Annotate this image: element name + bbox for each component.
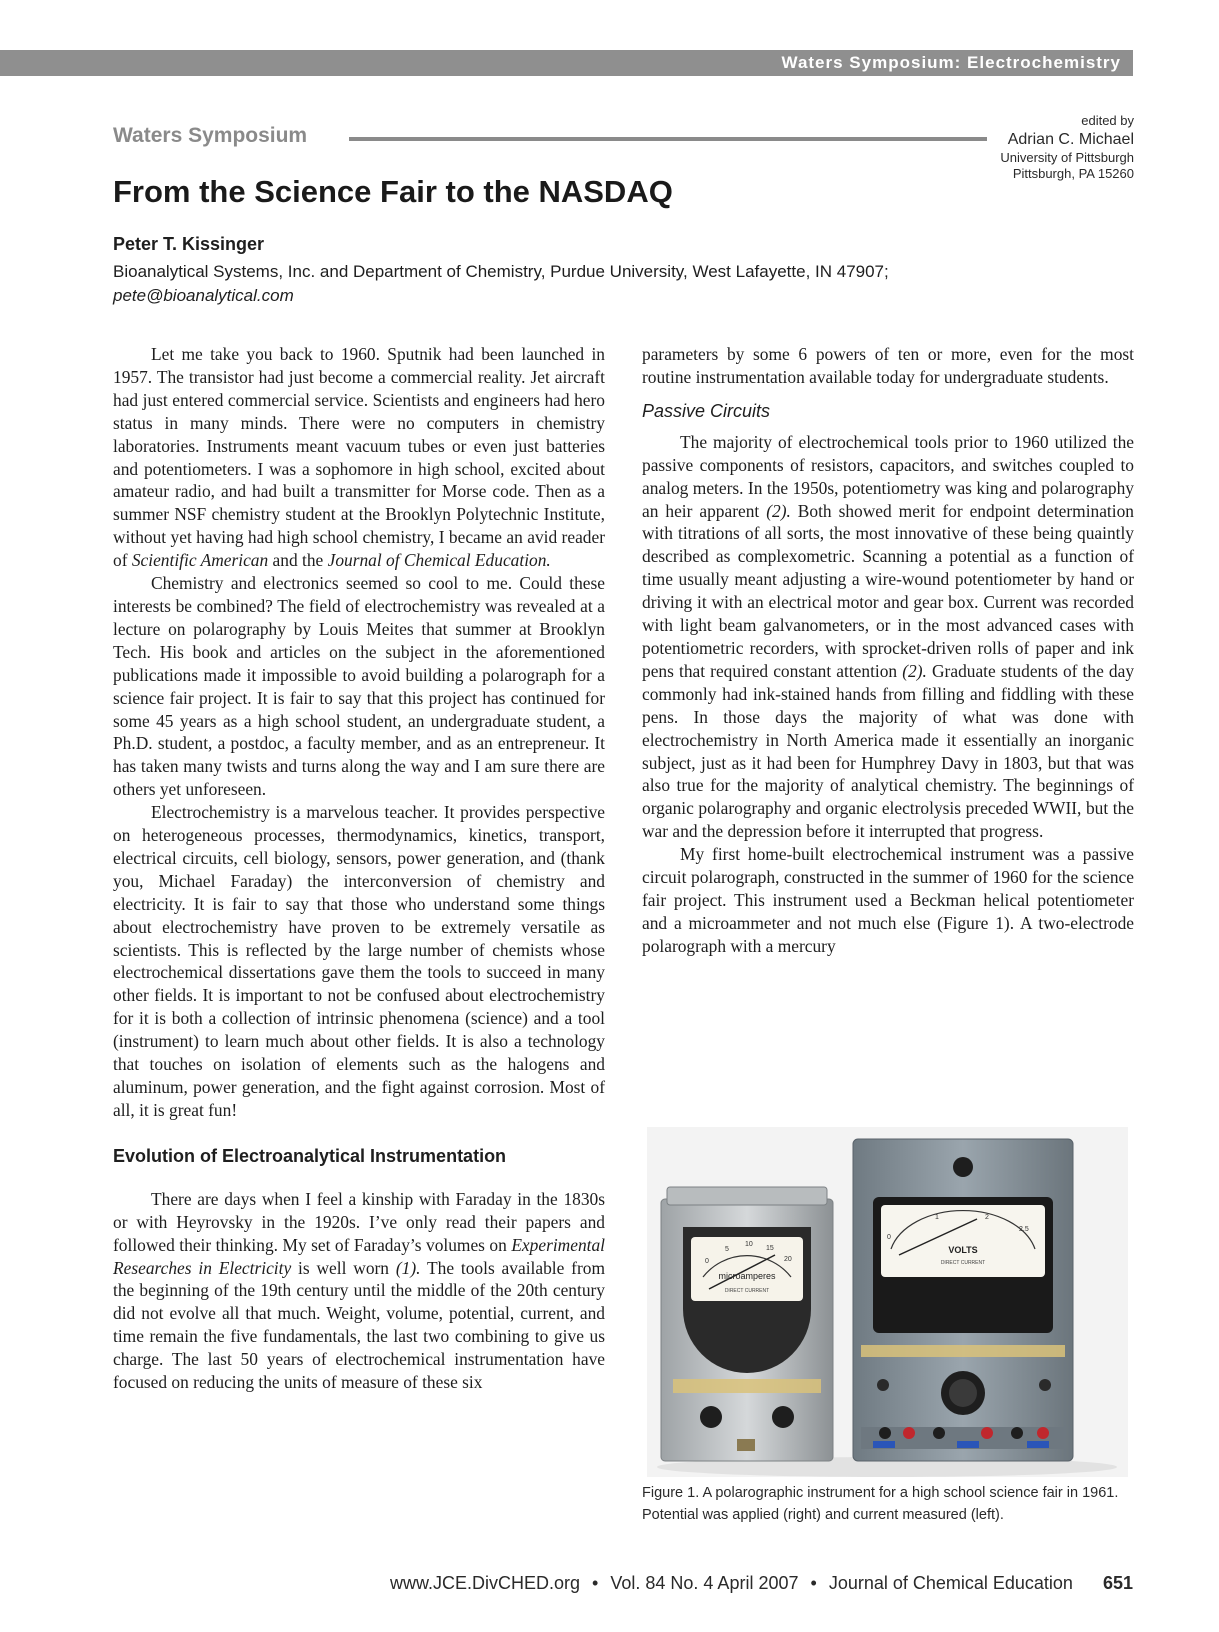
left-column [113, 343, 605, 1394]
footer-separator: • [810, 1573, 817, 1593]
reference-2a: (2). [766, 500, 791, 521]
right-column [642, 343, 1134, 958]
right-scale-1: 1 [935, 1214, 939, 1221]
polarograph-illustration [647, 1127, 1128, 1477]
reference-1: (1). [395, 1257, 421, 1278]
page-footer [0, 1573, 1133, 1594]
left-scale-0: 0 [705, 1258, 709, 1265]
footer-issue: Vol. 84 No. 4 April 2007 [610, 1573, 799, 1593]
right-scale-0: 0 [887, 1234, 891, 1241]
voltmeter-unit [853, 1139, 1073, 1461]
right-meter-sub: DIRECT CURRENT [940, 1260, 986, 1266]
heading-evolution: Evolution of Electroanalytical Instrumentation [113, 1145, 507, 1166]
right-meter-label: VOLTS [948, 1245, 978, 1255]
top-banner [0, 50, 1133, 76]
editor-address: Pittsburgh, PA 15260 [1012, 166, 1134, 181]
heading-passive-circuits: Passive Circuits [642, 400, 771, 421]
paragraph-3: Electrochemistry is a marvelous teacher. It provides perspective on heterogeneous processes, thermodynamics, kinetics, transport, electrical circuits, cell biology, sensors, power generation, and (thank you, Michael Faraday) the interconversion of chemistry and electricity. It is fair to say that those who understand some things about electrochemistry have proven to be extremely versatile as scientists. This is reflected by the large number of chemists whose electrochemical dissertations gave them the tools to succeed in many other fields. It is important to not be confused about electrochemistry for it is both a collection of intrinsic phenomena (science) and a tool (instrument) to learn much about other fields. It is also a technology that touches on isolation of elements such as the halogens and aluminum, power generation, and the fight against corrosion. Most of all, it is great fun! [113, 802, 605, 1120]
author-name: Peter T. Kissinger [113, 234, 265, 254]
paragraph-5: parameters by some 6 powers of ten or more, even for the most routine instrumentation available today for undergraduate students. [642, 344, 1134, 387]
reference-2b: (2). [902, 660, 927, 681]
editor-institution: University of Pittsburgh [1000, 150, 1134, 165]
left-meter-sub: DIRECT CURRENT [724, 1288, 770, 1294]
author-email[interactable]: pete@bioanalytical.com [113, 286, 294, 305]
left-scale-2: 10 [745, 1241, 753, 1248]
edited-by-label: edited by [1081, 113, 1134, 128]
section-rule [349, 137, 987, 141]
right-scale-3: 2.5 [1019, 1226, 1029, 1233]
paragraph-4: There are days when I feel a kinship with Faraday in the 1830s or with Heyrovsky in the 1920s. I’ve only read their papers and followed their thinking. My set of Faraday’s volumes on Experimental Researches in Electricity is well worn (1). The tools available from the beginning of the 19th century until the middle of the 20th century did not evolve all that much. Weight, volume, potential, current, and time remain the five fundamentals, the last two combining to give us charge. The last 50 years of electrochemical instrumentation have focused on reducing the units of measure of these six [113, 1188, 605, 1393]
microammeter-unit [661, 1187, 833, 1461]
left-scale-4: 20 [784, 1256, 792, 1263]
page-number: 651 [1102, 1573, 1133, 1593]
left-scale-1: 5 [725, 1246, 729, 1253]
affiliation-text: Bioanalytical Systems, Inc. and Department of Chemistry, Purdue University, West Lafayette, IN 47907; [113, 262, 889, 281]
footer-journal: Journal of Chemical Education [828, 1573, 1073, 1593]
author-affiliation [113, 260, 1013, 308]
figure-caption: Figure 1. A polarographic instrument for a high school science fair in 1961. Potential was applied (right) and current measured (left). [642, 1485, 1119, 1523]
editor-block [1000, 113, 1134, 182]
figure-1-photo [647, 1127, 1128, 1477]
left-scale-3: 15 [766, 1245, 774, 1252]
paragraph-2: Chemistry and electronics seemed so cool to me. Could these interests be combined? The field of electrochemistry was revealed at a lecture on polarography by Louis Meites that summer at Brooklyn Tech. His book and articles on the subject in the aforementioned publications made it impossible to avoid building a polarograph for a science fair project. It is fair to say that this project has continued for some 45 years as a high school student, an undergraduate student, a Ph.D. student, a postdoc, a faculty member, and as an entrepreneur. It has taken many twists and turns along the way and I am sure there are others yet unforeseen. [113, 573, 605, 800]
footer-url[interactable]: www.JCE.DivCHED.org [390, 1573, 581, 1593]
article-title: From the Science Fair to the NASDAQ [113, 174, 673, 209]
paragraph-1: Let me take you back to 1960. Sputnik had been launched in 1957. The transistor had just become a commercial reality. Jet aircraft had just entered commercial service. Scientists and engineers had hero status in many minds. There were no computers in chemistry laboratories. Instruments meant vacuum tubes or even just batteries and potentiometers. I was a sophomore in high school, excited about amateur radio, and had built a transmitter for Morse code. Then as a summer NSF chemistry student at the Brooklyn Polytechnic Institute, without yet having had high school chemistry, I became an avid reader of Scientific American and the Journal of Chemical Education. [113, 344, 605, 571]
left-meter-label: microamperes [718, 1271, 776, 1281]
right-scale-2: 2 [985, 1214, 989, 1221]
paragraph-6: The majority of electrochemical tools prior to 1960 utilized the passive components of resistors, capacitors, and switches coupled to analog meters. In the 1950s, potentiometry was king and polarography an heir apparent (2). Both showed merit for endpoint determination with titrations of all sorts, the most innovative of these being quaintly described as complexometric. Scanning a potential as a function of time usually meant adjusting a wire-wound potentiometer by hand or driving it with an electrical motor and gear box. Current was recorded with light beam galvanometers, or in the most advanced cases with potentiometric recorders, with sprocket-driven rolls of paper and ink pens that required constant attention (2). Graduate students of the day commonly had ink-stained hands from filling and fiddling with these pens. In those days the majority of what was done with electrochemistry in North America made it essentially an inorganic subject, just as it had been for Humphrey Davy in 1803, but that was also true for the majority of analytical chemistry. The beginnings of organic polarography and organic electrolysis preceded WWII, but the war and the depression before it interrupted that progress. [642, 431, 1135, 842]
paragraph-7: My first home-built electrochemical instrument was a passive circuit polarograph, constructed in the summer of 1960 for the science fair project. This instrument used a Beckman helical potentiometer and a microammeter and not much else (Figure 1). A two-electrode polarograph with a mercury [642, 844, 1134, 956]
banner-title: Waters Symposium: Electrochemistry [781, 53, 1121, 72]
editor-name: Adrian C. Michael [1007, 131, 1134, 148]
section-label: Waters Symposium [113, 124, 308, 147]
footer-separator: • [592, 1573, 599, 1593]
